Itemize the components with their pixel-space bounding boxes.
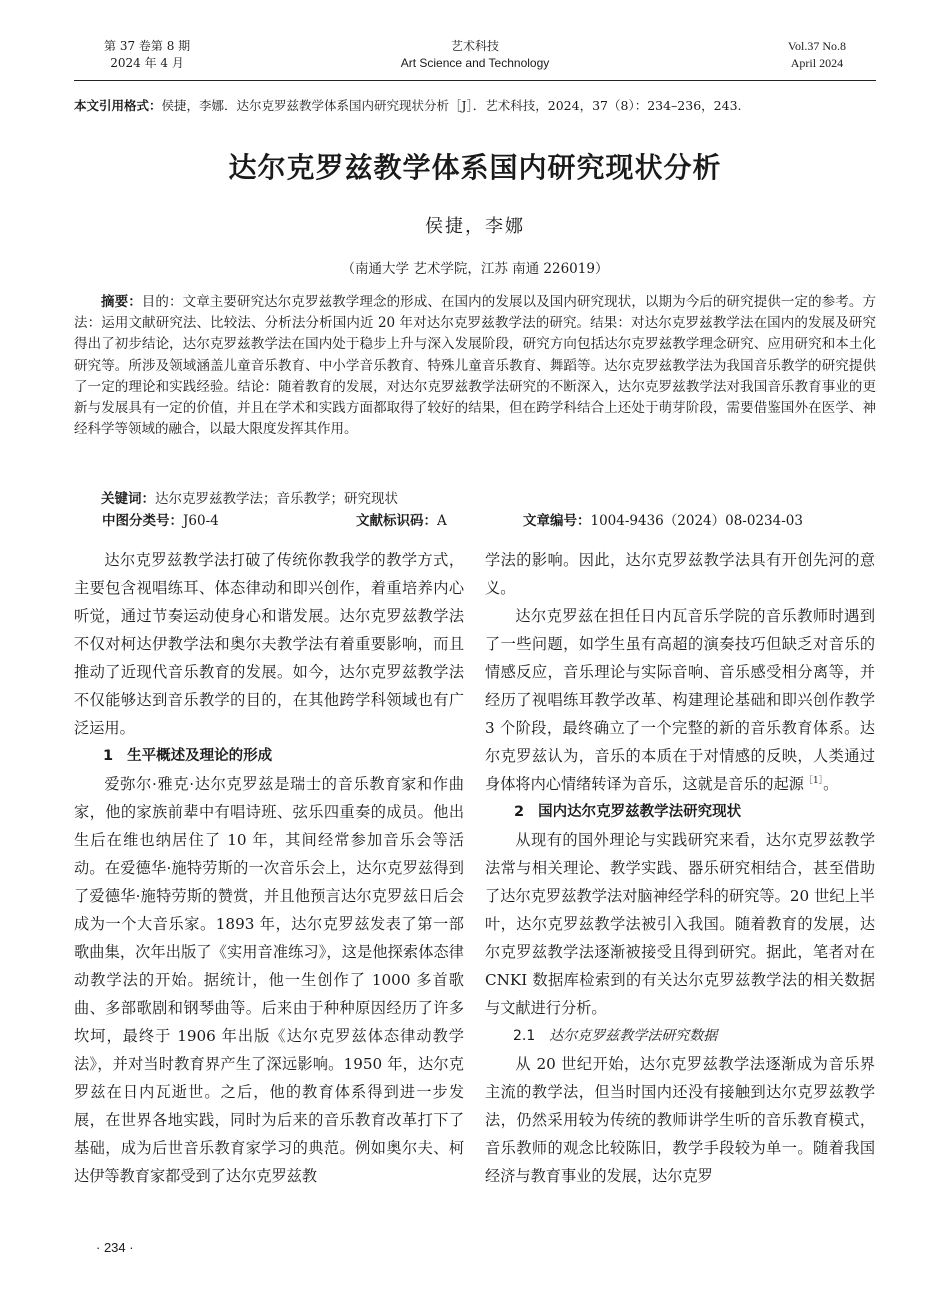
doc-code-value: A: [437, 513, 447, 529]
section-2-title: 国内达尔克罗兹教学法研究现状: [538, 804, 742, 820]
reference-1: ［1］: [803, 775, 824, 786]
keywords: [74, 489, 876, 510]
article-number-value: 1004-9436（2024）08-0234-03: [590, 513, 803, 529]
article-title: 达尔克罗兹教学体系国内研究现状分析: [228, 151, 722, 184]
volume-issue-en: Vol.37 No.8: [787, 39, 846, 53]
article-authors: 侯捷，李娜: [425, 216, 525, 237]
doc-code-label: 文献标识码：: [356, 513, 437, 529]
section-2-1-number: 2.1: [513, 1028, 536, 1044]
section-1-number: 1: [103, 748, 114, 764]
citation-label: 本文引用格式：: [74, 98, 162, 113]
page-number: · 234 ·: [96, 1240, 134, 1255]
article-meta-row: [74, 511, 876, 532]
author-affiliation: （南通大学 艺术学院，江苏 南通 226019）: [341, 261, 609, 277]
clc-number: [102, 511, 219, 532]
keywords-text: 达尔克罗兹教学法；音乐教学；研究现状: [155, 491, 398, 507]
article-number-label: 文章编号：: [523, 513, 591, 529]
data-paragraph: 从 20 世纪开始，达尔克罗兹教学法逐渐成为音乐界主流的教学法，但当时国内还没有接触到达尔克罗兹教学法，仍然采用较为传统的教师讲学生听的音乐教育模式，音乐教师的观念比较陈旧，教学手段较为单一。随着我国经济与教育事业的发展，达尔克罗: [485, 1055, 875, 1185]
clc-label: 中图分类号：: [102, 513, 183, 529]
biography-paragraph: 爱弥尔·雅克·达尔克罗兹是瑞士的音乐教育家和作曲家，他的家族前辈中有唱诗班、弦乐四重奏的成员。他出生后在维也纳居住了 10 年，其间经常参加音乐会等活动。在爱德华·施特劳斯的一次音乐会上，达尔克罗兹得到了爱德华·施特劳斯的赞赏，并且他预言达尔克罗兹日后会成为一个大音乐家。1893 年，达尔克罗兹发表了第一部歌曲集，次年出版了《实用音准练习》，这是他探索体态律动教学法的开始。据统计，他一生创作了 1000 多首歌曲、多部歌剧和钢琴曲等。后来由于种种原因经历了许多坎坷，最终于 1906 年出版《达尔克罗兹体态律动教学法》，并对当时教育界产生了深远影响。1950 年，达尔克罗兹在日内瓦逝世。之后，他的教育体系得到进一步发展，在世界各地实践，同时为后来的音乐教育改革打下了基础，成为后世音乐教育家学习的典范。例如奥尔夫、柯达伊等教育家都受到了达尔克罗兹教: [74, 775, 464, 1185]
header-center: [74, 38, 876, 72]
body-column-left: [74, 546, 464, 1190]
article-number: [523, 511, 803, 532]
section-2-1-title: 达尔克罗兹教学法研究数据: [549, 1028, 718, 1044]
research-paragraph: 从现有的国外理论与实践研究来看，达尔克罗兹教学法常与相关理论、教学实践、器乐研究相结合，甚至借助了达尔克罗兹教学法对脑神经学科的研究等。20 世纪上半叶，达尔克罗兹教学法被引入我国。随着教育的发展，达尔克罗兹教学法逐渐被接受且得到研究。据此，笔者对在 CNKI 数据库检索到的有关达尔克罗兹教学法的相关数据与文献进行分析。: [485, 831, 875, 1017]
running-header: [74, 38, 876, 81]
abstract-label: 摘要：: [101, 294, 142, 310]
document-code: [356, 511, 447, 532]
volume-issue-cn: 第 37 卷第 8 期: [104, 39, 191, 53]
date-cn: 2024 年 4 月: [110, 56, 184, 70]
citation-format: [74, 97, 880, 115]
section-2-1-heading: [485, 1022, 875, 1050]
theory-end: 。: [823, 775, 839, 793]
abstract: [74, 292, 876, 440]
section-2-heading: [485, 798, 875, 826]
clc-value: J60-4: [183, 513, 219, 529]
header-right: [788, 38, 846, 72]
citation-text: 侯捷，李娜．达尔克罗兹教学体系国内研究现状分析［J］．艺术科技，2024，37（8）：234–236，243.: [161, 98, 742, 113]
section-1-heading: [74, 742, 464, 770]
section-2-number: 2: [514, 804, 525, 820]
theory-text: 达尔克罗兹在担任日内瓦音乐学院的音乐教师时遇到了一些问题，如学生虽有高超的演奏技巧但缺乏对音乐的情感反应，音乐理论与实际音响、音乐感受相分离等，并经历了视唱练耳教学改革、构建理论基础和即兴创作教学 3 个阶段，最终确立了一个完整的新的音乐教育体系。达尔克罗兹认为，音乐的本质在于对情感的反映，人类通过身体将内心情绪转译为音乐，这就是音乐的起源: [485, 607, 875, 793]
keywords-label: 关键词：: [101, 491, 155, 507]
section-1-title: 生平概述及理论的形成: [127, 748, 273, 764]
date-en: April 2024: [790, 56, 844, 70]
abstract-text: 目的：文章主要研究达尔克罗兹教学理念的形成、在国内的发展以及国内研究现状，以期为今后的研究提供一定的参考。方法：运用文献研究法、比较法、分析法分析国内近 20 年对达尔克罗兹教学法的研究。结果：对达尔克罗兹教学法在国内的发展及研究得出了初步结论，达尔克罗兹教学法在国内处于稳步上升与深入发展阶段，研究方向包括达尔克罗兹教学理念研究、应用研究和本土化研究等。所涉及领域涵盖儿童音乐教育、中小学音乐教育、特殊儿童音乐教育、舞蹈等。达尔克罗兹教学法为我国音乐教学的研究提供了一定的理论和实践经验。结论：随着教育的发展，对达尔克罗兹教学法研究的不断深入，达尔克罗兹教学法对我国音乐教育事业的更新与发展具有一定的价值，并且在学术和实践方面都取得了较好的结果，但在跨学科结合上还处于萌芽阶段，需要借鉴国外在医学、神经科学等领域的融合，以最大限度发挥其作用。: [74, 294, 877, 438]
journal-name-cn: 艺术科技: [450, 39, 499, 53]
biography-paragraph-continued: 学法的影响。因此，达尔克罗兹教学法具有开创先河的意义。: [485, 551, 875, 597]
body-column-right: [485, 546, 875, 1190]
theory-paragraph: [485, 602, 875, 798]
journal-name-en: Art Science and Technology: [400, 56, 550, 70]
intro-paragraph: 达尔克罗兹教学法打破了传统你教我学的教学方式，主要包含视唱练耳、体态律动和即兴创作，着重培养内心听觉，通过节奏运动使身心和谐发展。达尔克罗兹教学法不仅对柯达伊教学法和奥尔夫教学法有着重要影响，而且推动了近现代音乐教育的发展。如今，达尔克罗兹教学法不仅能够达到音乐教学的目的，在其他跨学科领域也有广泛运用。: [74, 551, 464, 737]
